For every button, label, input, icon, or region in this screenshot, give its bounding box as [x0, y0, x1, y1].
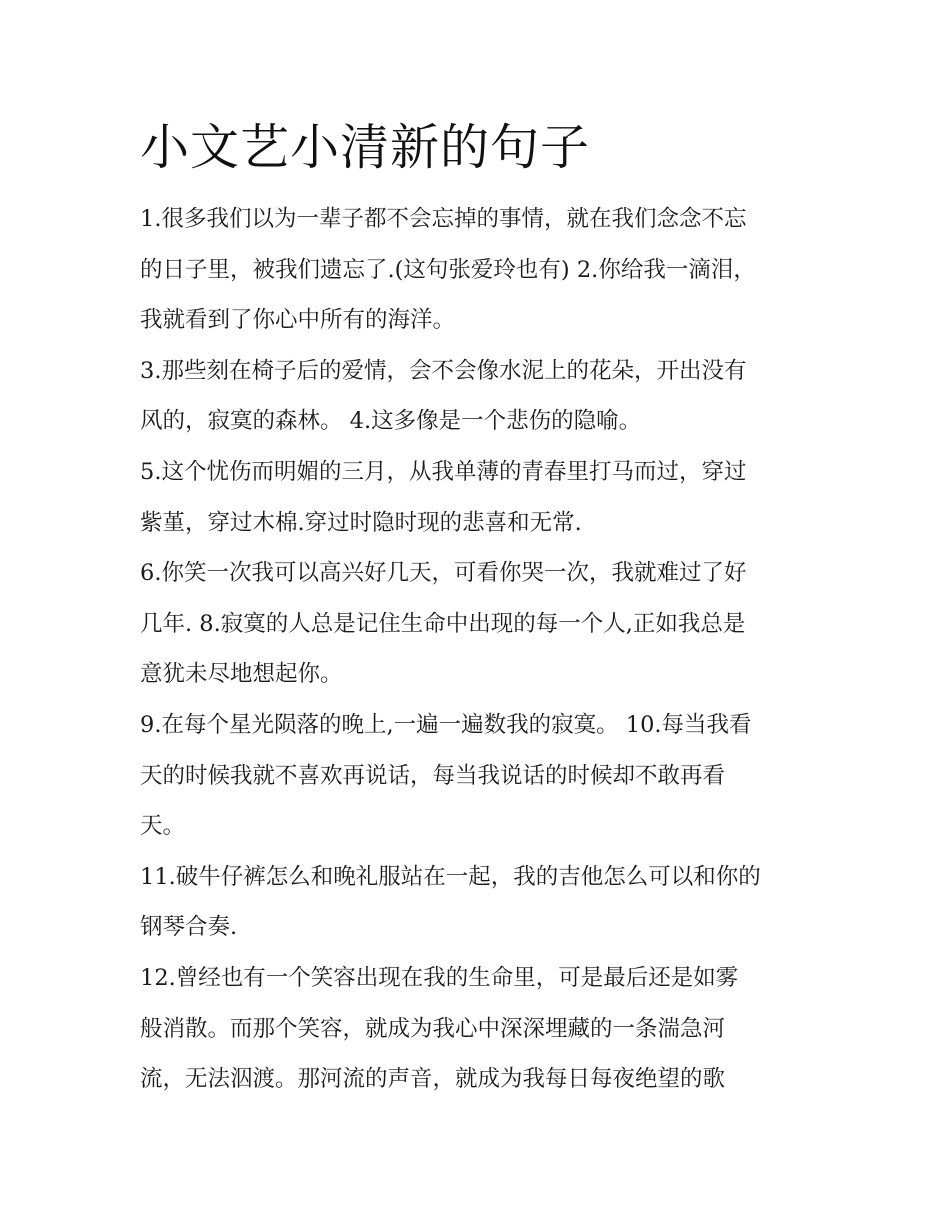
- text-line-2: 的日子里，被我们遗忘了.(这句张爱玲也有) 2.你给我一滴泪，: [140, 256, 756, 283]
- text-line-13: 天。: [140, 813, 186, 840]
- document-title: 小文艺小清新的句子: [140, 119, 591, 176]
- text-line-11: 9.在每个星光陨落的晚上,一遍一遍数我的寂寞。 10.每当我看: [140, 711, 752, 738]
- text-line-3: 我就看到了你心中所有的海洋。: [140, 307, 456, 334]
- text-line-5: 风的，寂寞的森林。 4.这多像是一个悲伤的隐喻。: [140, 408, 642, 435]
- text-line-1: 1.很多我们以为一辈子都不会忘掉的事情，就在我们念念不忘: [140, 206, 747, 232]
- text-line-17: 般消散。而那个笑容，就成为我心中深深埋藏的一条湍急河: [140, 1015, 726, 1042]
- text-line-16: 12.曾经也有一个笑容出现在我的生命里，可是最后还是如雾: [140, 964, 739, 991]
- text-line-4: 3.那些刻在椅子后的爱情，会不会像水泥上的花朵，开出没有: [140, 357, 747, 384]
- document-body: [140, 112, 812, 1105]
- text-line-7: 紫堇，穿过木棉.穿过时隐时现的悲喜和无常.: [140, 509, 582, 536]
- text-line-8: 6.你笑一次我可以高兴好几天，可看你哭一次，我就难过了好: [140, 560, 747, 587]
- text-line-10: 意犹未尽地想起你。: [140, 661, 343, 688]
- text-line-15: 钢琴合奏.: [140, 914, 238, 941]
- text-line-6: 5.这个忧伤而明媚的三月，从我单薄的青春里打马而过，穿过: [140, 458, 747, 485]
- text-line-14: 11.破牛仔裤怎么和晚礼服站在一起，我的吉他怎么可以和你的: [140, 863, 761, 890]
- text-line-9: 几年. 8.寂寞的人总是记住生命中出现的每一个人,正如我总是: [140, 610, 746, 637]
- text-line-18: 流，无法泅渡。那河流的声音，就成为我每日每夜绝望的歌: [140, 1066, 726, 1093]
- text-line-12: 天的时候我就不喜欢再说话，每当我说话的时候却不敢再看: [140, 762, 726, 789]
